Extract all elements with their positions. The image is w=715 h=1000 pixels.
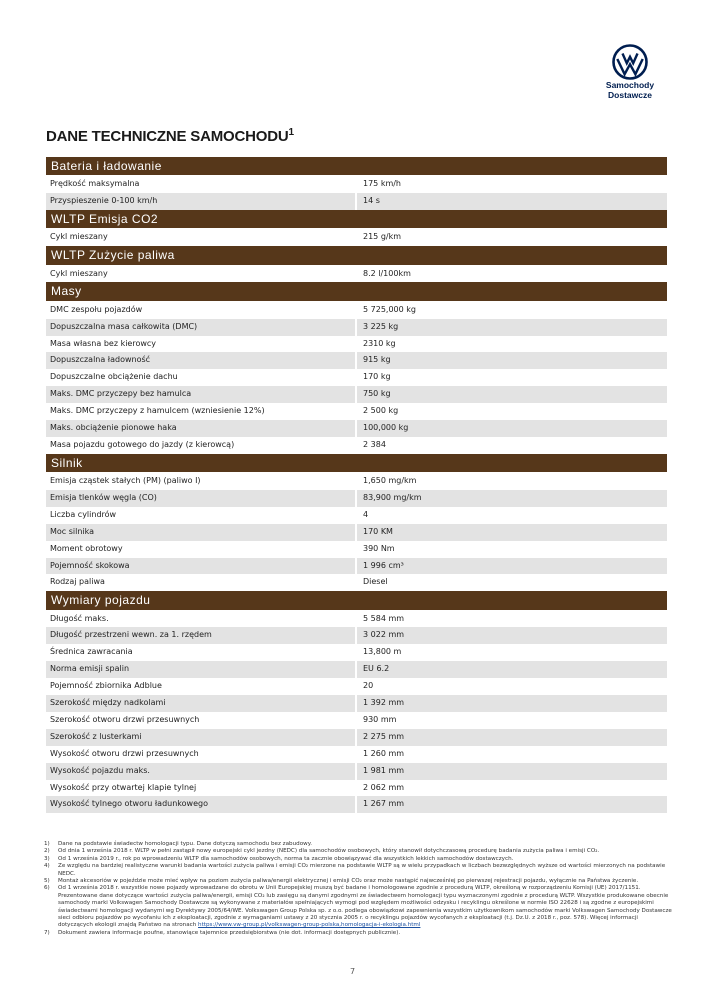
spec-label: Masa pojazdu gotowego do jazdy (z kierowcą) — [50, 439, 235, 449]
footnote-text-body: Dane na podstawie świadectw homologacji typu. Dane dotyczą samochodu bez zabudowy. — [58, 841, 312, 847]
brand-line-2: Dostawcze — [608, 90, 652, 100]
spec-value: 2310 kg — [363, 338, 396, 348]
spec-value: 4 — [363, 509, 369, 519]
spec-label: Norma emisji spalin — [46, 661, 355, 678]
footnote-number: 5) — [44, 878, 50, 885]
spec-row — [46, 746, 667, 763]
spec-label: Szerokość między nadkolami — [46, 695, 355, 712]
spec-value: 750 kg — [357, 386, 667, 403]
spec-label: Cykl mieszany — [50, 232, 108, 242]
spec-value: 1 981 mm — [357, 763, 667, 780]
vw-logo-icon — [612, 44, 648, 80]
page-title-text: DANE TECHNICZNE SAMOCHODU — [46, 128, 289, 145]
footnote-text-body: Od 1 września 2019 r., rok po wprowadzeniu WLTP dla samochodów osobowych, norma ta zacznie obowiązywać dla wszystkich lekkich samochodów dostawczych. — [58, 855, 514, 862]
spec-row — [46, 473, 667, 490]
spec-label: Długość przestrzeni wewn. za 1. rzędem — [46, 627, 355, 644]
spec-row — [46, 712, 667, 729]
spec-row — [46, 403, 667, 420]
spec-row — [46, 490, 667, 507]
footnote-text-body: Montaż akcesoriów w pojeździe może mieć wpływ na poziom zużycia paliwa/energii elektrycznej i emisji CO₂ oraz może nastąpić najwcześniej po pierwszej rejestracji pojazdu, wyłącznie na Państwa życzenie. — [58, 878, 639, 885]
spec-value: 2 500 kg — [363, 406, 399, 416]
section-header: Wymiary pojazdu — [46, 591, 667, 610]
spec-value: 930 mm — [363, 714, 397, 724]
footnote-text — [58, 885, 674, 929]
spec-value: 2 275 mm — [357, 729, 667, 746]
footnote-text — [58, 848, 674, 855]
footnote-number: 1) — [44, 841, 50, 847]
section-header: Bateria i ładowanie — [46, 157, 667, 176]
brand-line-1: Samochody — [605, 80, 655, 90]
spec-label: Pojemność zbiornika Adblue — [50, 681, 162, 691]
spec-label: Dopuszczalne obciążenie dachu — [50, 372, 178, 382]
spec-value: 83,900 mg/km — [357, 490, 667, 507]
spec-row — [46, 420, 667, 437]
spec-label: Maks. obciążenie pionowe haka — [46, 420, 355, 437]
spec-value: 2 062 mm — [363, 782, 405, 792]
footnote-text-body: Ze względu na bardziej realistyczne warunki badania wartości zużycia paliwa i emisji CO₂ mierzone na podstawie WLTP są w wielu przypadkach w liczbach bezwzględnych wyższe od wartości mierzonych na podstawie NEDC. — [58, 863, 666, 877]
spec-label: Szerokość z lusterkami — [46, 729, 355, 746]
footnote-number: 3) — [44, 855, 50, 862]
spec-label: Maks. DMC przyczepy z hamulcem (wzniesienie 12%) — [50, 406, 265, 416]
spec-label: Długość maks. — [50, 613, 109, 623]
spec-value: 3 022 mm — [357, 627, 667, 644]
spec-value: 20 — [363, 681, 374, 691]
spec-value: 13,800 m — [363, 647, 402, 657]
spec-row — [46, 644, 667, 661]
spec-value: 915 kg — [357, 352, 667, 369]
spec-row — [46, 796, 667, 813]
spec-row — [46, 437, 667, 454]
spec-label: Średnica zawracania — [50, 647, 133, 657]
footnote-text-body: Od 1 września 2018 r. wszystkie nowe pojazdy wprowadzane do obrotu w Unii Europejskiej muszą być badane i homologowane zgodnie z procedurą WLTP, określoną w rozporządzeniu Komisji (UE) 2017/1151. Prezentowane dane dotyczące wartości zużycia paliwa/energii, emisji CO₂ lub zasięgu są danymi zgodnymi ze świadectwem homologacji typu wyznaczonymi zgodnie z procedurą WLTP. Wszystkie produkowane obecnie samochody marki Volkswagen Samochody Dostawcze są wykonywane z materiałów spełniających wymogi pod względem możliwości odzysku i recyklingu określone w normie ISO 22628 i są zgodne z europejskimi świadectwami homologacji wydanymi wg Dyrektywy 2005/64/WE. Volkswagen Group Polska sp. z o.o. podlega obowiązkowi zapewnienia wszystkim użytkownikom samochodów marki Volkswagen Samochody Dostawcze sieci odbioru pojazdów po wycofaniu ich z eksploatacji, zgodnie z wymaganiami ustawy z 20 stycznia 2005 r. o recyklingu pojazdów wycofanych z eksploatacji (t.j. Dz.U. z 2018 r., poz. 578). Więcej informacji dotyczących ekologii znajdą Państwo na stronach — [58, 885, 672, 929]
spec-value: 5 725,000 kg — [363, 304, 416, 314]
spec-value: 1,650 mg/km — [363, 476, 417, 486]
spec-label: Liczba cylindrów — [50, 509, 117, 519]
spec-label: Prędkość maksymalna — [50, 179, 140, 189]
footnote — [44, 863, 674, 878]
spec-row — [46, 695, 667, 712]
spec-row — [46, 678, 667, 695]
footnote-number: 7) — [44, 929, 50, 936]
spec-value: 5 584 mm — [363, 613, 405, 623]
spec-row — [46, 611, 667, 628]
section-header: WLTP Zużycie paliwa — [46, 246, 667, 265]
spec-label: Cykl mieszany — [50, 268, 108, 278]
spec-row — [46, 369, 667, 386]
spec-row — [46, 319, 667, 336]
spec-label: Dopuszczalna ładowność — [46, 352, 355, 369]
spec-label: DMC zespołu pojazdów — [50, 304, 143, 314]
spec-value: 170 KM — [357, 524, 667, 541]
spec-value: 8.2 l/100km — [363, 268, 411, 278]
spec-value: 170 kg — [363, 372, 391, 382]
spec-row — [46, 176, 667, 193]
spec-value: 1 392 mm — [357, 695, 667, 712]
spec-label: Emisja tlenków węgla (CO) — [46, 490, 355, 507]
spec-row — [46, 302, 667, 319]
spec-value: 390 Nm — [363, 543, 395, 553]
section-header: Silnik — [46, 454, 667, 473]
footnote-text — [58, 863, 674, 878]
page-title-footnote: 1 — [288, 127, 294, 138]
spec-label: Masa własna bez kierowcy — [50, 338, 157, 348]
spec-row — [46, 507, 667, 524]
spec-label: Wysokość tylnego otworu ładunkowego — [46, 796, 355, 813]
spec-value: 1 260 mm — [363, 748, 405, 758]
spec-label: Szerokość otworu drzwi przesuwnych — [50, 714, 200, 724]
spec-row — [46, 266, 667, 283]
spec-row — [46, 763, 667, 780]
spec-row — [46, 780, 667, 797]
section-header: Masy — [46, 282, 667, 301]
footnote-link[interactable]: https://www.vw-group.pl/volkswagen-group-polska,homologacja-i-ekologia.html — [198, 922, 421, 929]
spec-value: 100,000 kg — [357, 420, 667, 437]
spec-row — [46, 524, 667, 541]
spec-value: 215 g/km — [363, 232, 402, 242]
section-header: WLTP Emisja CO2 — [46, 210, 667, 229]
spec-label: Przyspieszenie 0-100 km/h — [46, 193, 355, 210]
brand-logo — [598, 44, 662, 100]
page-number: 7 — [350, 967, 356, 976]
spec-row — [46, 193, 667, 210]
footnote-number: 2) — [44, 848, 50, 855]
spec-label: Dopuszczalna masa całkowita (DMC) — [46, 319, 355, 336]
spec-row — [46, 661, 667, 678]
footnote-text-body: Od dnia 1 września 2018 r. WLTP w pełni zastąpił nowy europejski cykl jezdny (NEDC) dla samochodów osobowych, który stanowił dotychczasową procedurę badania zużycia paliwa i emisji CO₂. — [58, 848, 600, 855]
spec-row — [46, 541, 667, 558]
footnote — [44, 885, 674, 929]
spec-label: Maks. DMC przyczepy bez hamulca — [46, 386, 355, 403]
spec-row — [46, 574, 667, 591]
footnote-number: 4) — [44, 863, 50, 870]
spec-label: Emisja cząstek stałych (PM) (paliwo I) — [50, 476, 201, 486]
spec-row — [46, 229, 667, 246]
spec-row — [46, 729, 667, 746]
page-title — [46, 128, 294, 145]
spec-row — [46, 558, 667, 575]
footnote-number: 6) — [44, 885, 50, 892]
footnote-text — [58, 930, 674, 937]
spec-label: Wysokość otworu drzwi przesuwnych — [50, 748, 199, 758]
spec-label: Moc silnika — [46, 524, 355, 541]
spec-row — [46, 386, 667, 403]
spec-label: Wysokość przy otwartej klapie tylnej — [50, 782, 197, 792]
footnote — [44, 930, 674, 937]
spec-value: 175 km/h — [363, 179, 402, 189]
spec-row — [46, 352, 667, 369]
spec-value: 1 267 mm — [357, 796, 667, 813]
spec-label: Rodzaj paliwa — [50, 577, 105, 587]
spec-row — [46, 627, 667, 644]
spec-label: Pojemność skokowa — [46, 558, 355, 575]
spec-label: Wysokość pojazdu maks. — [46, 763, 355, 780]
footnote — [44, 848, 674, 855]
spec-value: EU 6.2 — [357, 661, 667, 678]
spec-value: 2 384 — [363, 439, 386, 449]
spec-value: 3 225 kg — [357, 319, 667, 336]
footnotes — [44, 841, 674, 937]
spec-table — [46, 157, 667, 813]
spec-label: Moment obrotowy — [50, 543, 123, 553]
spec-value: 14 s — [357, 193, 667, 210]
footnote-text-body: Dokument zawiera informacje poufne, stanowiące tajemnice przedsiębiorstwa (nie dot. informacji dostępnych publicznie). — [58, 929, 401, 936]
spec-row — [46, 336, 667, 353]
spec-value: Diesel — [363, 577, 388, 587]
spec-value: 1 996 cm³ — [357, 558, 667, 575]
